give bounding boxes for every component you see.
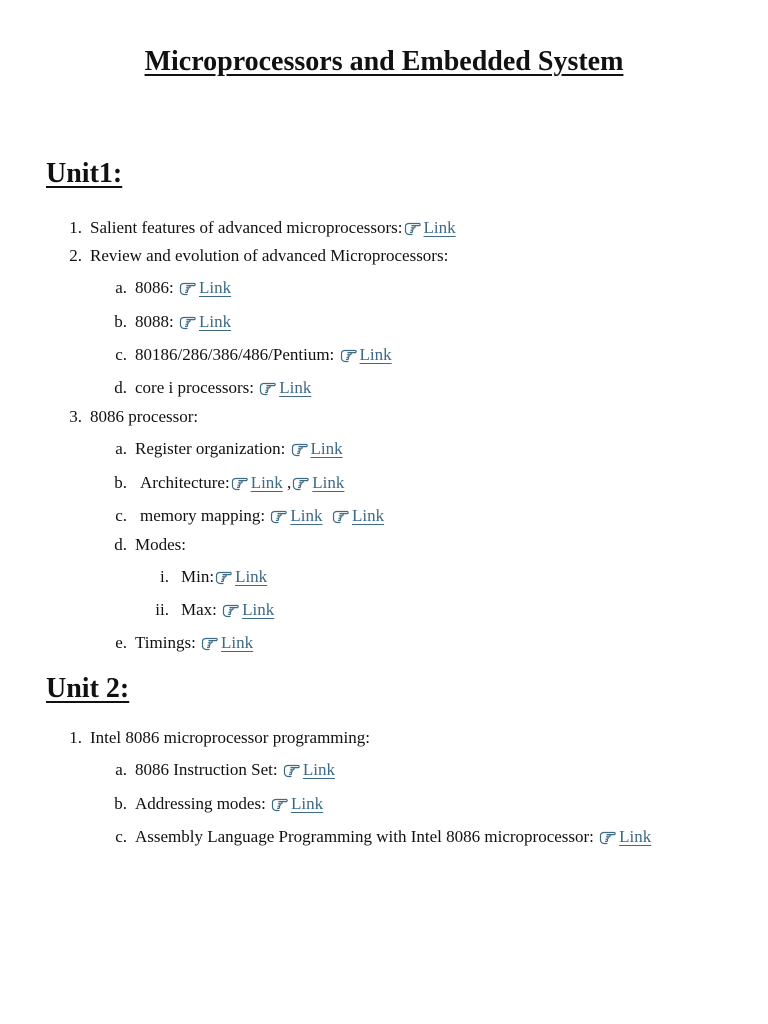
link-timings[interactable]: Link <box>200 633 253 652</box>
item-text: core i processors: <box>135 378 254 397</box>
pointing-hand-icon <box>230 476 249 496</box>
document-page: Microprocessors and Embedded System Unit1: 1. Salient features of advanced microprocessors: Link 2. Review and evolution of advanced Microprocessors: a. 8086: Link b. 8088: Link c. 80186/286/386/486/Pentium: Link d. core i processors: Link 3. 8086 processor: a. Register organization: Link b. Architecture: Link , Link c. memory mapping: Link Link d. Modes: i. Min: Link ii. Max: Link e. Timings: Link Unit 2: 1. Intel 8086 microprocessor programming: a. 8086 Instruction Set: Link b. Addressing modes: Link c. Assembly Language Programming with Intel 8086 microprocessor: Link <box>0 0 768 1024</box>
list-marker: b. <box>114 794 127 813</box>
pointing-hand-icon <box>200 636 219 656</box>
list-marker: a. <box>115 439 127 458</box>
link-min-mode[interactable]: Link <box>214 567 267 586</box>
item-text: Timings: <box>135 633 196 652</box>
unit2-heading: Unit 2: <box>46 673 130 704</box>
link-80186-pentium[interactable]: Link <box>339 345 392 364</box>
link-8088[interactable]: Link <box>178 312 231 331</box>
item-text: Architecture: <box>140 473 230 492</box>
list-marker: ii. <box>155 600 169 619</box>
list-marker: 3. <box>69 407 82 426</box>
list-marker: d. <box>114 535 127 554</box>
item-text: Salient features of advanced microprocessors: <box>90 218 403 237</box>
item-text: Register organization: <box>135 439 286 458</box>
document-title: Microprocessors and Embedded System <box>144 46 624 77</box>
link-memory-mapping-1[interactable]: Link <box>269 506 322 525</box>
link-architecture-2[interactable]: Link <box>291 473 344 492</box>
list-marker: c. <box>115 506 127 525</box>
list-marker: i. <box>160 567 169 586</box>
pointing-hand-icon <box>221 603 240 623</box>
pointing-hand-icon <box>258 381 277 401</box>
pointing-hand-icon <box>598 830 617 850</box>
item-text: Assembly Language Programming with Intel 8086 microprocessor: <box>135 827 594 846</box>
pointing-hand-icon <box>291 476 310 496</box>
pointing-hand-icon <box>269 509 288 529</box>
link-memory-mapping-2[interactable]: Link <box>331 506 384 525</box>
link-addressing-modes[interactable]: Link <box>270 794 323 813</box>
item-text: Min: <box>181 567 215 586</box>
item-text: 80186/286/386/486/Pentium: <box>135 345 335 364</box>
list-marker: a. <box>115 278 127 297</box>
list-marker: c. <box>115 345 127 364</box>
pointing-hand-icon <box>178 315 197 335</box>
unit1-heading: Unit1: <box>46 158 123 189</box>
list-marker: a. <box>115 760 127 779</box>
link-8086[interactable]: Link <box>178 278 231 297</box>
item-text: Addressing modes: <box>135 794 266 813</box>
item-text: 8086: <box>135 278 174 297</box>
list-marker: b. <box>114 312 127 331</box>
list-marker: c. <box>115 827 127 846</box>
item-text: Modes: <box>135 535 186 554</box>
pointing-hand-icon <box>290 442 309 462</box>
list-marker: 2. <box>69 246 82 265</box>
pointing-hand-icon <box>270 797 289 817</box>
link-architecture-1[interactable]: Link <box>230 473 283 492</box>
pointing-hand-icon <box>178 281 197 301</box>
pointing-hand-icon <box>403 221 422 241</box>
list-marker: 1. <box>69 218 82 237</box>
pointing-hand-icon <box>339 348 358 368</box>
pointing-hand-icon <box>331 509 350 529</box>
list-marker: 1. <box>69 728 82 747</box>
item-text: Intel 8086 microprocessor programming: <box>90 728 370 747</box>
link-assembly-programming[interactable]: Link <box>598 827 651 846</box>
pointing-hand-icon <box>282 763 301 783</box>
item-text: memory mapping: <box>140 506 266 525</box>
item-text: 8086 Instruction Set: <box>135 760 278 779</box>
link-salient-features[interactable]: Link <box>403 218 456 237</box>
pointing-hand-icon <box>214 570 233 590</box>
list-marker: b. <box>114 473 127 492</box>
link-register-organization[interactable]: Link <box>290 439 343 458</box>
item-text: Review and evolution of advanced Microprocessors: <box>90 246 449 265</box>
list-marker: e. <box>115 633 127 652</box>
link-instruction-set[interactable]: Link <box>282 760 335 779</box>
link-core-i[interactable]: Link <box>258 378 311 397</box>
item-text: Max: <box>181 600 217 619</box>
item-text: 8088: <box>135 312 174 331</box>
link-max-mode[interactable]: Link <box>221 600 274 619</box>
list-marker: d. <box>114 378 127 397</box>
item-text: 8086 processor: <box>90 407 199 426</box>
